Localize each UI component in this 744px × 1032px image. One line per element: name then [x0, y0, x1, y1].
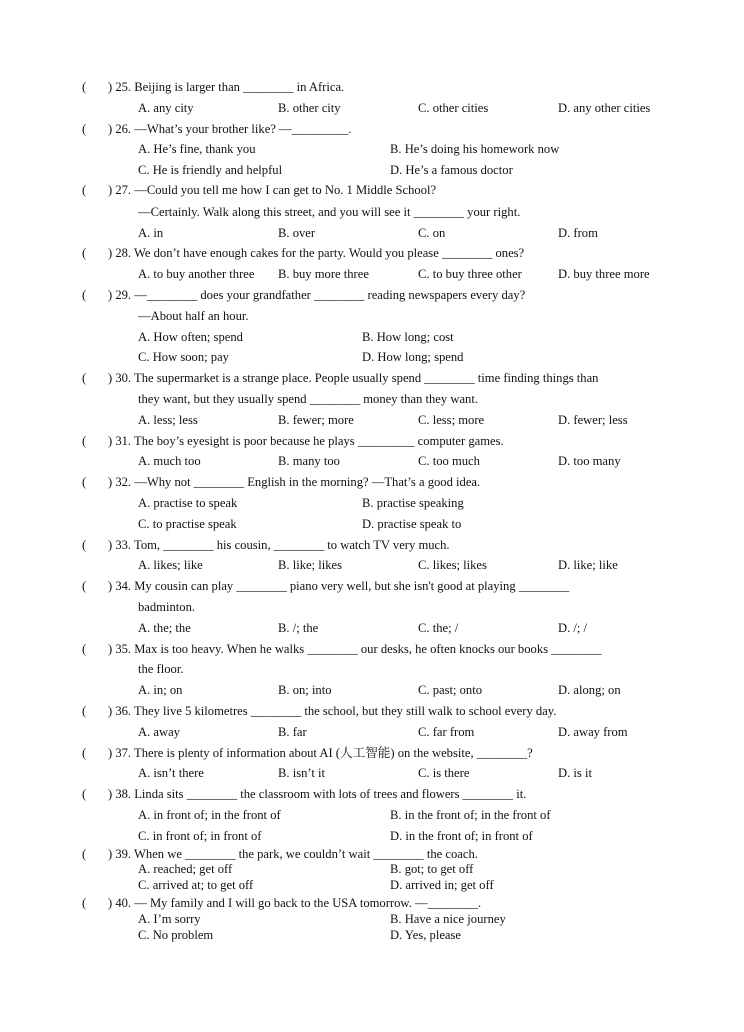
- answer-option: D. like; like: [558, 558, 618, 572]
- answer-option: B. on; into: [278, 683, 332, 697]
- answer-option: C. past; onto: [418, 683, 483, 697]
- answer-option: C. How soon; pay: [138, 350, 229, 364]
- answer-option: B. fewer; more: [278, 413, 354, 427]
- answer-paren: (: [82, 538, 87, 552]
- answer-paren: (: [82, 847, 87, 861]
- answer-option: C. less; more: [418, 413, 485, 427]
- answer-option: C. likes; likes: [418, 558, 487, 572]
- answer-option: B. over: [278, 226, 316, 240]
- answer-paren: (: [82, 183, 87, 197]
- answer-option: A. I’m sorry: [138, 912, 201, 926]
- answer-option: B. How long; cost: [362, 330, 454, 344]
- answer-paren: (: [82, 642, 87, 656]
- answer-option: B. other city: [278, 101, 341, 115]
- answer-option: D. too many: [558, 454, 621, 468]
- question-continuation: —Certainly. Walk along this street, and you will see it ________ your right.: [138, 205, 521, 219]
- answer-paren: (: [82, 246, 87, 260]
- answer-paren: (: [82, 288, 87, 302]
- question-stem: ) 33. Tom, ________ his cousin, ________ to watch TV very much.: [108, 538, 450, 552]
- answer-option: A. He’s fine, thank you: [138, 142, 256, 156]
- answer-option: D. in the front of; in front of: [390, 829, 533, 843]
- question-stem: ) 34. My cousin can play ________ piano very well, but she isn't good at playing ________: [108, 579, 570, 593]
- answer-option: C. far from: [418, 725, 475, 739]
- answer-option: A. less; less: [138, 413, 198, 427]
- answer-option: D. along; on: [558, 683, 621, 697]
- question-stem: ) 30. The supermarket is a strange place. People usually spend ________ time finding things than: [108, 371, 599, 385]
- answer-option: D. buy three more: [558, 267, 650, 281]
- answer-option: B. far: [278, 725, 307, 739]
- answer-paren: (: [82, 80, 87, 94]
- question-stem: ) 37. There is plenty of information about AI (人工智能) on the website, ________?: [108, 746, 533, 760]
- answer-option: A. likes; like: [138, 558, 203, 572]
- answer-paren: (: [82, 434, 87, 448]
- answer-paren: (: [82, 746, 87, 760]
- answer-option: A. reached; get off: [138, 862, 233, 876]
- question-stem: ) 27. —Could you tell me how I can get to No. 1 Middle School?: [108, 183, 437, 197]
- answer-option: B. buy more three: [278, 267, 369, 281]
- answer-option: A. any city: [138, 101, 194, 115]
- answer-option: D. arrived in; get off: [390, 878, 494, 892]
- question-continuation: the floor.: [138, 662, 184, 676]
- answer-option: D. fewer; less: [558, 413, 628, 427]
- answer-option: C. to practise speak: [138, 517, 237, 531]
- answer-option: C. No problem: [138, 928, 214, 942]
- answer-paren: (: [82, 896, 87, 910]
- answer-option: B. like; likes: [278, 558, 343, 572]
- answer-option: D. from: [558, 226, 598, 240]
- answer-option: D. practise speak to: [362, 517, 462, 531]
- answer-option: B. got; to get off: [390, 862, 474, 876]
- answer-option: D. is it: [558, 766, 592, 780]
- answer-paren: (: [82, 122, 87, 136]
- answer-option: A. much too: [138, 454, 201, 468]
- question-stem: ) 36. They live 5 kilometres ________ the school, but they still walk to school every day.: [108, 704, 557, 718]
- answer-paren: (: [82, 475, 87, 489]
- answer-option: A. to buy another three: [138, 267, 255, 281]
- answer-option: A. practise to speak: [138, 496, 238, 510]
- answer-option: D. How long; spend: [362, 350, 464, 364]
- answer-option: C. too much: [418, 454, 480, 468]
- answer-option: B. /; the: [278, 621, 319, 635]
- answer-option: C. arrived at; to get off: [138, 878, 254, 892]
- answer-option: B. He’s doing his homework now: [390, 142, 560, 156]
- answer-option: C. other cities: [418, 101, 489, 115]
- answer-option: A. isn’t there: [138, 766, 204, 780]
- answer-paren: (: [82, 787, 87, 801]
- question-continuation: —About half an hour.: [138, 309, 249, 323]
- answer-option: B. isn’t it: [278, 766, 326, 780]
- answer-option: A. the; the: [138, 621, 191, 635]
- question-stem: ) 29. —________ does your grandfather ________ reading newspapers every day?: [108, 288, 526, 302]
- question-stem: ) 39. When we ________ the park, we couldn’t wait ________ the coach.: [108, 847, 478, 861]
- answer-option: D. away from: [558, 725, 628, 739]
- answer-option: A. in: [138, 226, 164, 240]
- question-stem: ) 32. —Why not ________ English in the morning? —That’s a good idea.: [108, 475, 481, 489]
- question-continuation: they want, but they usually spend ________ money than they want.: [138, 392, 478, 406]
- answer-option: D. /; /: [558, 621, 588, 635]
- question-stem: ) 40. — My family and I will go back to the USA tomorrow. —________.: [108, 896, 482, 910]
- question-continuation: badminton.: [138, 600, 196, 614]
- answer-option: B. many too: [278, 454, 340, 468]
- answer-paren: (: [82, 371, 87, 385]
- answer-option: C. the; /: [418, 621, 459, 635]
- answer-option: B. Have a nice journey: [390, 912, 506, 926]
- answer-option: C. in front of; in front of: [138, 829, 262, 843]
- answer-option: D. Yes, please: [390, 928, 462, 942]
- answer-option: B. in the front of; in the front of: [390, 808, 551, 822]
- answer-option: A. in front of; in the front of: [138, 808, 281, 822]
- answer-option: C. He is friendly and helpful: [138, 163, 283, 177]
- question-stem: ) 38. Linda sits ________ the classroom with lots of trees and flowers ________ it.: [108, 787, 527, 801]
- answer-option: C. is there: [418, 766, 470, 780]
- answer-paren: (: [82, 704, 87, 718]
- question-stem: ) 28. We don’t have enough cakes for the party. Would you please ________ ones?: [108, 246, 525, 260]
- question-stem: ) 26. —What’s your brother like? —_________.: [108, 122, 352, 136]
- answer-option: A. away: [138, 725, 180, 739]
- question-stem: ) 25. Beijing is larger than ________ in Africa.: [108, 80, 345, 94]
- answer-option: A. in; on: [138, 683, 183, 697]
- question-stem: ) 31. The boy’s eyesight is poor because he plays _________ computer games.: [108, 434, 504, 448]
- answer-paren: (: [82, 579, 87, 593]
- answer-option: C. on: [418, 226, 446, 240]
- answer-option: D. He’s a famous doctor: [390, 163, 513, 177]
- answer-option: B. practise speaking: [362, 496, 464, 510]
- answer-option: D. any other cities: [558, 101, 651, 115]
- answer-option: A. How often; spend: [138, 330, 243, 344]
- answer-option: C. to buy three other: [418, 267, 522, 281]
- question-stem: ) 35. Max is too heavy. When he walks ________ our desks, he often knocks our books ________: [108, 642, 602, 656]
